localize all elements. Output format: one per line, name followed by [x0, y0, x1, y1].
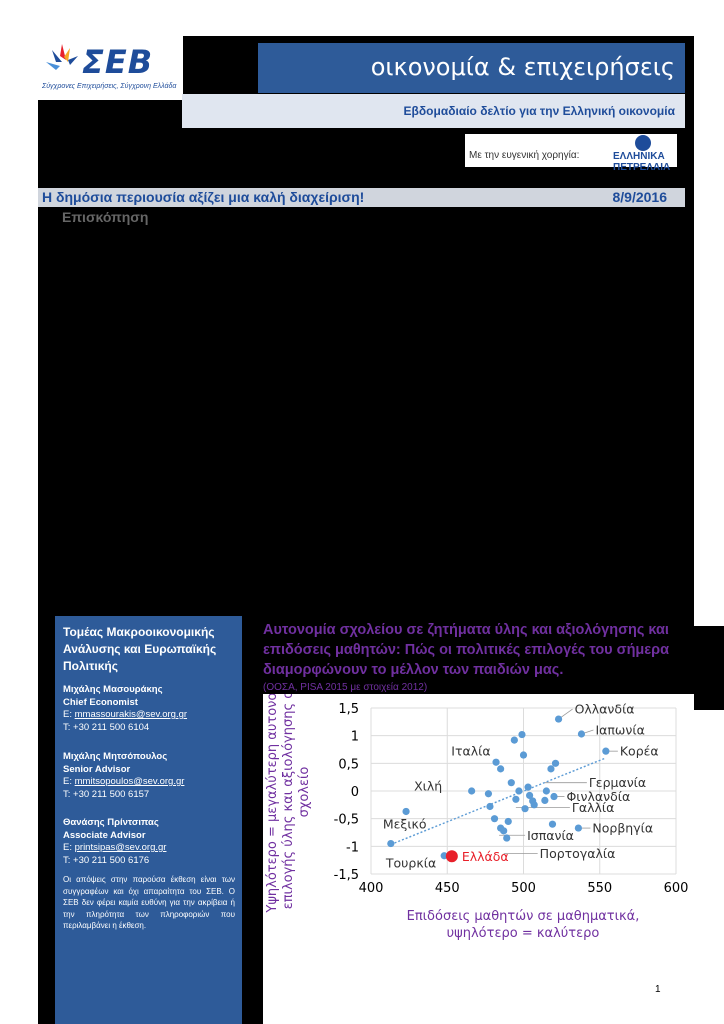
data-point [543, 787, 550, 794]
y-tick-label: 0,5 [338, 757, 359, 773]
data-point [500, 827, 507, 834]
data-point [515, 787, 522, 794]
data-point [602, 748, 609, 755]
data-point [387, 840, 394, 847]
data-point [491, 815, 498, 822]
chart-area [263, 694, 694, 956]
page-number: 1 [655, 984, 661, 995]
top-margin [0, 0, 724, 36]
contact-card [63, 817, 238, 867]
y-tick-label: 1,5 [338, 702, 359, 717]
data-point [508, 779, 515, 786]
right-margin [694, 36, 724, 626]
data-point [468, 787, 475, 794]
country-label: Χιλή [414, 778, 443, 794]
country-label: Φινλανδία [566, 789, 631, 805]
data-point [552, 760, 559, 767]
country-label: Ελλάδα [461, 848, 509, 864]
x-tick-label: 450 [434, 881, 460, 896]
data-point [512, 796, 519, 803]
contact-name: Μιχάλης Μητσόπουλος [63, 751, 168, 762]
contact-phone: T: +30 211 500 6176 [63, 854, 150, 866]
scatter-chart [263, 694, 694, 956]
country-label: Νορβηγία [592, 820, 654, 836]
header-band [258, 43, 685, 93]
data-point [497, 765, 504, 772]
contact-role: Associate Advisor [63, 829, 146, 841]
country-label: Γαλλία [571, 800, 615, 816]
data-point [555, 715, 562, 722]
sponsor-logo-icon [635, 135, 651, 151]
data-point [531, 801, 538, 808]
sponsor-brand: ΕΛΛΗΝΙΚΑ ΠΕΤΡΕΛΑΙΑ [613, 151, 671, 173]
email-prefix: E: [63, 842, 75, 853]
country-label: Πορτογαλία [539, 846, 616, 862]
data-point [492, 759, 499, 766]
y-tick-label: 1 [350, 729, 359, 745]
document-date: 8/9/2016 [612, 189, 667, 205]
contact-card [63, 684, 238, 734]
contact-name: Μιχάλης Μασουράκης [63, 684, 163, 695]
y-tick-label: -0,5 [333, 812, 359, 828]
y-tick-label: 0 [350, 785, 359, 800]
x-tick-label: 550 [587, 881, 613, 896]
country-label: Ιαπωνία [595, 722, 645, 738]
email-prefix: E: [63, 709, 75, 720]
contacts-sidebar [55, 616, 242, 1024]
contact-email-link[interactable]: printsipas@sev.org.gr [74, 842, 167, 853]
data-point [550, 793, 557, 800]
y-tick-label: -1,5 [333, 868, 359, 883]
data-point [575, 824, 582, 831]
data-point [578, 730, 585, 737]
data-point [503, 834, 510, 841]
contact-phone: T: +30 211 500 6157 [63, 788, 150, 800]
chart-title: Αυτονομία σχολείου σε ζητήματα ύλης και αξιολόγησης και επιδόσεις μαθητών: Πώς οι πολιτικές επιλογές του σήμερα διαμορφώνουν το μέλλον των παιδιών μας. [263, 622, 670, 678]
sponsor-label: Με την ευγενική χορηγία: [469, 150, 580, 161]
contact-card [63, 751, 238, 801]
contact-name: Θανάσης Πρίντσιπας [63, 817, 159, 828]
data-point [402, 808, 409, 815]
subheader-band [182, 94, 685, 128]
x-axis-label: Επιδόσεις μαθητών σε μαθηματικά, υψηλότερο = καλύτερο [406, 909, 640, 941]
logo-tagline: Σύγχρονες Επιχειρήσεις, Σύγχρονη Ελλάδα [42, 83, 177, 90]
publication-title: οικονομία & επιχειρήσεις [370, 53, 675, 81]
data-point [549, 821, 556, 828]
x-tick-label: 600 [663, 881, 689, 896]
x-tick-label: 500 [511, 881, 536, 896]
data-point [524, 784, 531, 791]
right-black-strip [694, 626, 724, 710]
document-title: Η δημόσια περιουσία αξίζει μια καλή διαχείριση! [42, 189, 365, 205]
chart-source: (ΟΟΣΑ, PISA 2015 με στοιχεία 2012) [263, 682, 428, 693]
data-point [485, 790, 492, 797]
greece-highlight-point [446, 850, 458, 862]
disclaimer: Οι απόψεις στην παρούσα έκθεση είναι των συγγραφέων και όχι απαραίτητα του ΣΕΒ. Ο ΣΕΒ δεν φέρει καμία ευθύνη για την ακρίβεια ή την πληρότητα των πληροφοριών που περιλαμβάνει η έκθεση. [63, 875, 235, 930]
data-point [518, 731, 525, 738]
data-point [505, 818, 512, 825]
sidebar-title: Τομέας Μακροοικονομικής Ανάλυσης και Ευρωπαϊκής Πολιτικής [63, 625, 217, 673]
contact-email-link[interactable]: mmitsopoulos@sev.org.gr [74, 776, 185, 787]
country-label: Ολλανδία [574, 701, 635, 717]
contact-role: Senior Advisor [63, 763, 131, 775]
country-label: Γερμανία [588, 775, 647, 791]
country-label: Τουρκία [385, 855, 437, 871]
data-point [521, 805, 528, 812]
section-heading: Επισκόπηση [62, 209, 149, 225]
sponsor-box [465, 134, 677, 173]
sev-logo [38, 36, 183, 100]
email-prefix: E: [63, 776, 75, 787]
country-label: Μεξικό [382, 816, 427, 832]
y-axis-label: Υψηλότερο = μεγαλύτερη αυτονομίαεπιλογής ύλης και αξιολόγησης στοσχολείο [265, 694, 312, 913]
contact-email-link[interactable]: mmassourakis@sev.org.gr [74, 709, 188, 720]
country-label: Κορέα [619, 743, 659, 759]
contact-role: Chief Economist [63, 696, 138, 708]
sev-logo-icon [40, 40, 84, 84]
y-tick-label: -1 [346, 840, 359, 856]
data-point [511, 736, 518, 743]
data-point [541, 797, 548, 804]
country-label: Ισπανία [527, 827, 574, 843]
data-point [547, 765, 554, 772]
title-bar [38, 188, 685, 207]
contact-phone: T: +30 211 500 6104 [63, 721, 150, 733]
country-label: Ιταλία [451, 743, 491, 759]
publication-subtitle: Εβδομαδιαίο δελτίο για την Ελληνική οικονομία [403, 104, 675, 118]
x-tick-label: 400 [358, 881, 384, 896]
data-point [486, 803, 493, 810]
data-point [520, 751, 527, 758]
logo-text: ΣΕΒ [82, 43, 154, 81]
